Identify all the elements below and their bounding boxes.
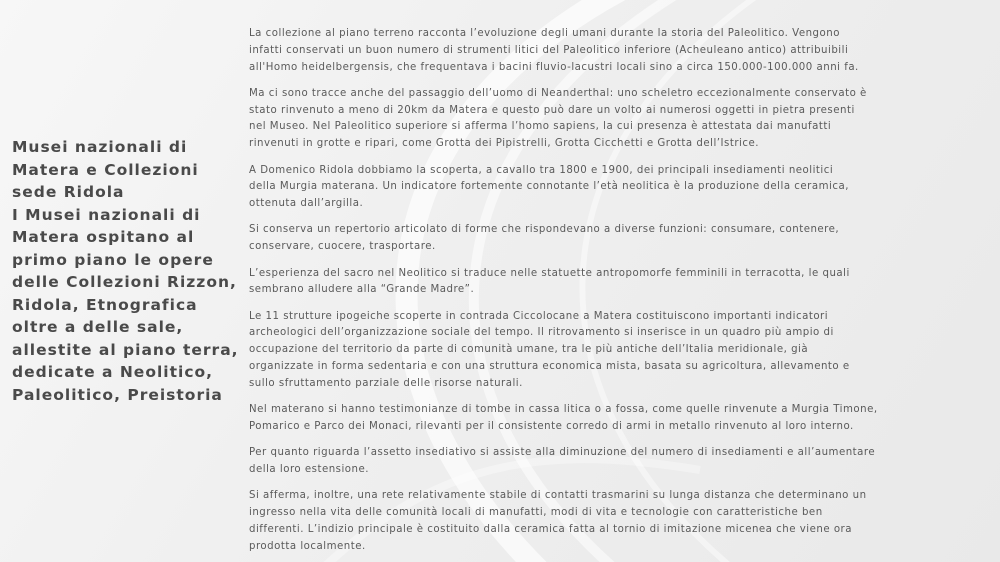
paragraph-tombe xyxy=(249,402,995,436)
text-line: nel Museo. Nel Paleolitico superiore si afferma l’homo sapiens, la cui presenza è attestata dai manufatti xyxy=(249,121,832,133)
paragraph-assetto-insediativo xyxy=(249,445,995,479)
title-line: allestite al piano terra, xyxy=(12,340,239,359)
text-line: della Murgia materana. Un indicatore fortemente connotante l’età neolitica è la produzione della ceramica, xyxy=(249,181,849,193)
text-line: sembrano alludere alla “Grande Madre”. xyxy=(249,284,475,296)
text-line: archeologici dell’organizzazione sociale del tempo. Il ritrovamento si inserisce in un quadro più ampio di xyxy=(249,327,834,339)
title-line: Matera ospitano al xyxy=(12,228,195,246)
text-line: occupazione del territorio da parte di comunità umane, tra le più antiche dell’Italia meridionale, già xyxy=(249,344,809,356)
text-line: L’esperienza del sacro nel Neolitico si traduce nelle statuette antropomorfe femminili in terracotta, le quali xyxy=(249,267,850,279)
text-line: organizzate in forma sedentaria e con una struttura economica mista, basata su agricoltura, allevamento e xyxy=(249,361,850,373)
text-line: ottenuta dall’argilla. xyxy=(249,198,364,210)
title-line: primo piano le opere xyxy=(12,250,214,269)
text-line: Nel materano si hanno testimonianze di tombe in cassa litica o a fossa, come quelle rinvenute a Murgia Timone, xyxy=(249,404,878,416)
text-line: infatti conservati un buon numero di strumenti litici del Paleolitico inferiore (Acheuleano antico) attribuibili xyxy=(249,44,849,56)
slide-title xyxy=(12,136,242,406)
text-line: stato rinvenuto a meno di 20km da Matera e questo può dare un volto ai numerosi oggetti in pietra presenti xyxy=(249,104,855,116)
paragraph-ridola xyxy=(249,163,995,213)
text-line: prodotta localmente. xyxy=(249,540,366,552)
text-line: conservare, cuocere, trasportare. xyxy=(249,241,436,253)
title-line: Paleolitico, Preistoria xyxy=(12,385,223,404)
text-line: La collezione al piano terreno racconta l’evoluzione degli umani durante la storia del Paleolitico. Vengono xyxy=(249,28,840,39)
text-line: Pomarico e Parco dei Monaci, rilevanti per il consistente corredo di armi in metallo rinvenuto al loro interno. xyxy=(249,420,854,432)
text-line: Ma ci sono tracce anche del passaggio dell’uomo di Neanderthal: uno scheletro eccezionalmente conservato è xyxy=(249,87,867,99)
title-line: Matera e Collezioni xyxy=(12,160,199,179)
paragraph-paleolitico xyxy=(249,26,995,76)
body-text xyxy=(249,26,995,562)
title-line: Ridola, Etnografica xyxy=(12,295,198,314)
text-line: Si afferma, inoltre, una rete relativamente stabile di contatti trasmarini su lunga distanza che determinano un xyxy=(249,490,867,502)
text-line: sullo sfruttamento parziale delle risorse naturali. xyxy=(249,377,523,389)
text-line: all'Homo heidelbergensis, che frequentava i bacini fluvio-lacustri locali sino a circa 150.000-100.000 anni fa. xyxy=(249,61,859,73)
paragraph-neanderthal xyxy=(249,86,995,153)
title-line: sede Ridola xyxy=(12,183,125,201)
text-line: Si conserva un repertorio articolato di forme che rispondevano a diverse funzioni: consumare, contenere, xyxy=(249,224,840,236)
paragraph-sacro xyxy=(249,266,995,300)
text-line: Le 11 strutture ipogeiche scoperte in contrada Ciccolocane a Matera costituiscono importanti indicatori xyxy=(249,310,829,322)
title-line: Musei nazionali di xyxy=(12,138,188,156)
paragraph-repertorio xyxy=(249,222,995,256)
text-line: A Domenico Ridola dobbiamo la scoperta, a cavallo tra 1800 e 1900, dei principali insediamenti neolitici xyxy=(249,164,834,176)
title-line: dedicate a Neolitico, xyxy=(12,363,214,381)
text-line: ingresso nella vita delle comunità locali di manufatti, modi di vita e tecnologie con caratteristiche ben xyxy=(249,507,823,519)
text-line: Per quanto riguarda l’assetto insediativo si assiste alla diminuzione del numero di insediamenti e all’aumentare xyxy=(249,447,876,459)
text-line: rinvenuti in grotte e ripari, come Grotta dei Pipistrelli, Grotta Cicchetti e Grotta dell’Istrice. xyxy=(249,138,759,150)
paragraph-contatti-trasmarini xyxy=(249,488,995,555)
text-line: differenti. L’indizio principale è costituito dalla ceramica fatta al tornio di imitazione micenea che viene ora xyxy=(249,523,852,535)
title-line: I Musei nazionali di xyxy=(12,205,201,224)
title-line: delle Collezioni Rizzon, xyxy=(12,273,237,291)
text-line: della loro estensione. xyxy=(249,464,370,476)
paragraph-strutture-ipogeiche xyxy=(249,309,995,393)
title-line: oltre a delle sale, xyxy=(12,318,184,336)
